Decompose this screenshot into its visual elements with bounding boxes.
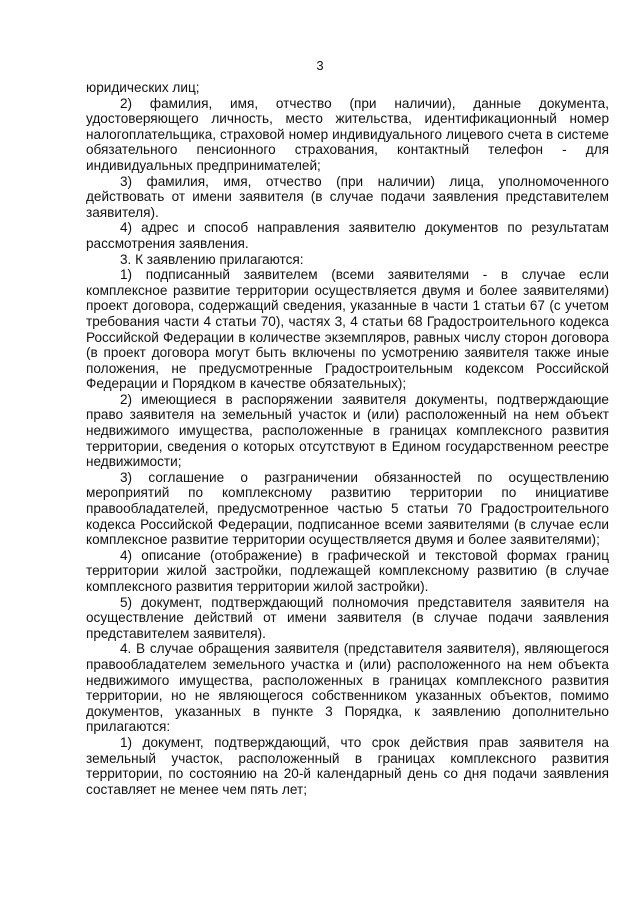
page-number: 3 (316, 58, 324, 73)
paragraph-item-4-address: 4) адрес и способ направления заявителю документов по результатам рассмотрения заявления. (86, 220, 609, 251)
paragraph-item-2-individual: 2) фамилия, имя, отчество (при наличии), данные документа, удостоверяющего личность, место жительства, идентификационный номер налогоплательщика, страховой номер индивидуального лицевого счета в системе обязательного пенсионного страхования, контактный телефон - для индивидуальных предпринимателей; (86, 95, 609, 173)
paragraph-section-3: 3. К заявлению прилагаются: (120, 251, 304, 267)
paragraph-section-4-item-1: 1) документ, подтверждающий, что срок действия прав заявителя на земельный участок, расположенный в границах комплексного развития территории, по состоянию на 20-й календарный день со дня подачи заявления составляет не менее чем пять лет; (86, 734, 609, 797)
paragraph-attachment-2: 2) имеющиеся в распоряжении заявителя документы, подтверждающие право заявителя на земельный участок и (или) расположенный на нем объект недвижимого имущества, расположенные в границах комплексного развития территории, сведения о которых отсутствуют в Едином государственном реестре недвижимости; (86, 391, 609, 470)
paragraph-attachment-3: 3) соглашение о разграничении обязанностей по осуществлению мероприятий по комплексному развитию территории по инициативе правообладателей, предусмотренное частью 5 статьи 70 Градостроительного кодекса Российской Федерации, подписанное всеми заявителями (в случае если комплексное развитие территории осуществляется двумя и более заявителями); (86, 469, 609, 548)
paragraph-item-3-representative: 3) фамилия, имя, отчество (при наличии) лица, уполномоченного действовать от имени заявителя (в случае подачи заявления представителем заявителя). (86, 173, 609, 220)
document-body (86, 80, 609, 797)
paragraph-attachment-5: 5) документ, подтверждающий полномочия представителя заявителя на осуществление действий от имени заявителя (в случае подачи заявления представителем заявителя). (86, 594, 609, 641)
paragraph-attachment-4: 4) описание (отображение) в графической и текстовой формах границ территории жилой застройки, подлежащей комплексному развитию (в случае комплексного развития территории жилой застройки). (86, 547, 609, 594)
paragraph-section-4: 4. В случае обращения заявителя (представителя заявителя), являющегося правообладателем земельного участка и (или) расположенного на нем объекта недвижимого имущества, расположенных в границах комплексного развития территории, но не являющегося собственником указанных объектов, помимо документов, указанных в пункте 3 Порядка, к заявлению дополнительно прилагаются: (86, 641, 609, 735)
paragraph-continuation: юридических лиц; (86, 80, 200, 95)
paragraph-attachment-1: 1) подписанный заявителем (всеми заявителями - в случае если комплексное развитие территории осуществляется двумя и более заявителями) проект договора, содержащий сведения, указанные в части 1 статьи 67 (с учетом требования части 4 статьи 70), частях 3, 4 статьи 68 Градостроительного кодекса Российской Федерации в количестве экземпляров, равных числу сторон договора (в проект договора могут быть включены по усмотрению заявителя также иные положения, не предусмотренные Градостроительным кодексом Российской Федерации и Порядком в качестве обязательных); (86, 267, 609, 392)
